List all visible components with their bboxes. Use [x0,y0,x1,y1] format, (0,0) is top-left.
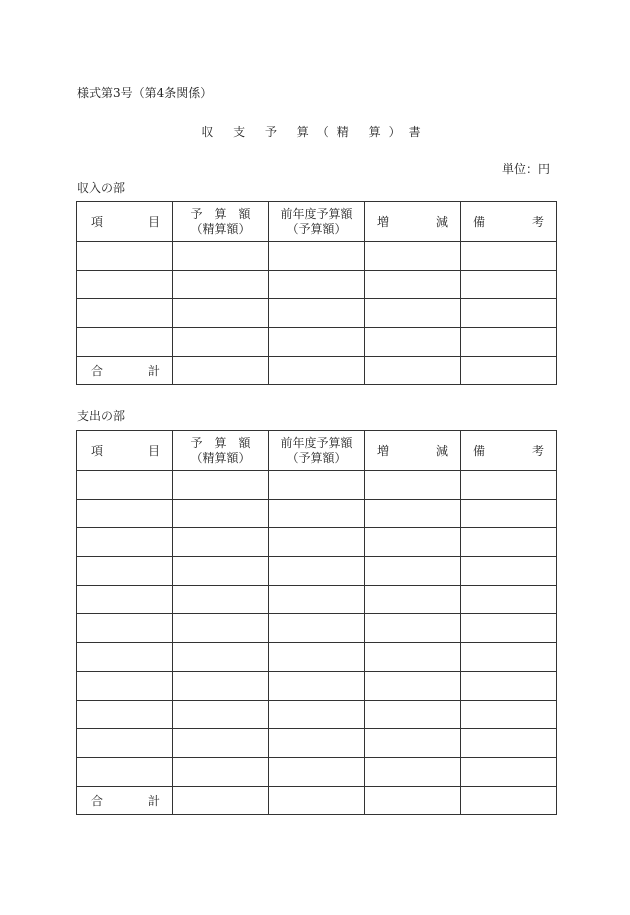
unit-label: 単位：円 [502,162,551,176]
expense-cell[interactable] [365,700,461,729]
expense-cell[interactable] [77,528,173,557]
expense-cell[interactable] [269,585,365,614]
income-cell[interactable] [173,299,269,328]
expense-cell[interactable] [77,671,173,700]
income-cell[interactable] [173,242,269,271]
total-label-right: 計 [147,364,160,379]
expense-cell[interactable] [365,557,461,586]
expense-cell[interactable] [269,757,365,786]
expense-cell[interactable] [173,585,269,614]
income-cell[interactable] [269,328,365,357]
expense-cell[interactable] [77,499,173,528]
expense-cell[interactable] [173,614,269,643]
header-remarks-left: 備 [473,444,486,458]
expense-row [77,528,557,557]
expense-cell[interactable] [365,729,461,758]
header-prev-budget [269,202,365,242]
header-prev-budget [269,431,365,471]
income-cell[interactable] [461,328,557,357]
expense-cell[interactable] [365,643,461,672]
expense-cell[interactable] [77,757,173,786]
document-title: 収 支 予 算（精 算）書 [201,125,429,139]
income-total-row [77,356,557,385]
income-cell[interactable] [173,328,269,357]
income-cell[interactable] [77,242,173,271]
expense-cell[interactable] [77,585,173,614]
expense-section-label: 支出の部 [77,409,126,423]
income-table [76,201,557,385]
expense-cell[interactable] [461,729,557,758]
expense-cell[interactable] [269,643,365,672]
expense-cell[interactable] [269,528,365,557]
header-remarks [461,431,557,471]
expense-cell[interactable] [269,614,365,643]
income-row [77,328,557,357]
expense-row [77,557,557,586]
expense-cell[interactable] [269,499,365,528]
expense-cell[interactable] [269,700,365,729]
income-cell[interactable] [461,242,557,271]
header-change-right: 減 [435,215,448,229]
form-number: 様式第3号（第4条関係） [77,86,213,100]
header-remarks-left: 備 [473,215,486,229]
expense-cell[interactable] [461,757,557,786]
expense-row [77,471,557,500]
expense-cell[interactable] [173,729,269,758]
expense-cell[interactable] [77,471,173,500]
expense-row [77,700,557,729]
header-prev-line1: 前年度予算額 [280,435,353,450]
expense-cell[interactable] [77,729,173,758]
header-prev-line2: （予算額） [286,450,347,465]
expense-cell[interactable] [77,700,173,729]
expense-cell[interactable] [461,700,557,729]
total-label-cell [77,356,173,385]
expense-total-cell[interactable] [173,786,269,815]
total-label-left: 合 [91,793,104,808]
expense-total-row [77,786,557,815]
header-change-right: 減 [435,444,448,458]
header-remarks-right: 考 [531,215,544,229]
expense-header-row [77,431,557,471]
income-row [77,299,557,328]
income-section-label: 収入の部 [77,181,126,195]
income-row [77,242,557,271]
expense-row [77,757,557,786]
expense-cell[interactable] [173,557,269,586]
expense-cell[interactable] [461,671,557,700]
income-total-cell[interactable] [269,356,365,385]
income-row [77,270,557,299]
header-budget-line1: 予 算 額 [190,206,251,221]
header-prev-line2: （予算額） [286,221,347,236]
expense-total-cell[interactable] [269,786,365,815]
expense-row [77,643,557,672]
income-cell[interactable] [461,270,557,299]
expense-total-cell[interactable] [461,786,557,815]
income-cell[interactable] [77,328,173,357]
header-change [365,431,461,471]
total-label-left: 合 [91,364,104,379]
expense-cell[interactable] [461,614,557,643]
expense-cell[interactable] [365,614,461,643]
expense-row [77,614,557,643]
income-cell[interactable] [461,299,557,328]
income-table-body [77,242,557,385]
income-cell[interactable] [365,270,461,299]
expense-cell[interactable] [365,671,461,700]
expense-cell[interactable] [461,528,557,557]
income-total-cell[interactable] [365,356,461,385]
expense-cell[interactable] [365,471,461,500]
expense-cell[interactable] [461,471,557,500]
header-budget-line2: （精算額） [190,450,251,465]
total-label-cell [77,786,173,815]
total-label-right: 計 [147,793,160,808]
header-item-right: 目 [147,215,160,229]
header-remarks [461,202,557,242]
header-budget [173,202,269,242]
expense-cell[interactable] [461,557,557,586]
income-cell[interactable] [269,242,365,271]
header-remarks-right: 考 [531,444,544,458]
expense-table-body [77,471,557,815]
income-cell[interactable] [77,270,173,299]
expense-cell[interactable] [173,643,269,672]
expense-cell[interactable] [269,557,365,586]
expense-cell[interactable] [461,585,557,614]
expense-cell[interactable] [77,557,173,586]
header-budget [173,431,269,471]
income-cell[interactable] [269,299,365,328]
expense-cell[interactable] [77,614,173,643]
expense-row [77,585,557,614]
expense-cell[interactable] [173,499,269,528]
header-change [365,202,461,242]
expense-cell[interactable] [365,499,461,528]
expense-total-cell[interactable] [365,786,461,815]
expense-cell[interactable] [173,757,269,786]
header-item-right: 目 [147,444,160,458]
header-item [77,431,173,471]
expense-cell[interactable] [365,528,461,557]
expense-cell[interactable] [173,671,269,700]
header-budget-line1: 予 算 額 [190,435,251,450]
expense-cell[interactable] [269,671,365,700]
income-cell[interactable] [269,270,365,299]
header-budget-line2: （精算額） [190,221,251,236]
expense-cell[interactable] [77,643,173,672]
income-cell[interactable] [173,270,269,299]
income-cell[interactable] [77,299,173,328]
expense-cell[interactable] [173,471,269,500]
income-cell[interactable] [365,299,461,328]
expense-cell[interactable] [365,585,461,614]
header-item [77,202,173,242]
income-header-row [77,202,557,242]
expense-cell[interactable] [461,499,557,528]
expense-table [76,430,557,815]
expense-cell[interactable] [461,643,557,672]
expense-row [77,499,557,528]
header-item-left: 項 [91,444,104,458]
expense-cell[interactable] [365,757,461,786]
header-item-left: 項 [91,215,104,229]
header-prev-line1: 前年度予算額 [280,206,353,221]
income-total-cell[interactable] [173,356,269,385]
expense-cell[interactable] [269,729,365,758]
expense-row [77,671,557,700]
header-change-left: 増 [377,215,390,229]
expense-cell[interactable] [173,528,269,557]
header-change-left: 増 [377,444,390,458]
income-total-cell[interactable] [461,356,557,385]
expense-row [77,729,557,758]
income-cell[interactable] [365,242,461,271]
income-cell[interactable] [365,328,461,357]
expense-cell[interactable] [269,471,365,500]
expense-cell[interactable] [173,700,269,729]
